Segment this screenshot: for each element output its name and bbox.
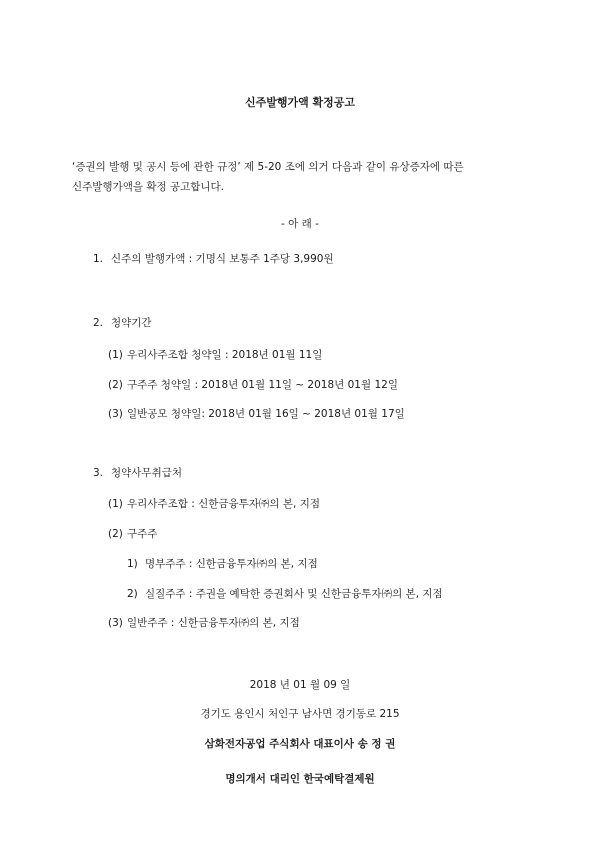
item-3-sub-2-2-number: 2)	[127, 588, 138, 600]
item-3-label: 청약사무취급처	[111, 467, 183, 479]
item-2-sub-2-label: 구주주 청약일 : 2018년 01월 11일 ~ 2018년 01월 12일	[127, 379, 398, 391]
item-3-sub-2-label: 구주주	[127, 528, 158, 540]
item-2-sub-3-label: 일반공모 청약일: 2018년 01월 16일 ~ 2018년 01월 17일	[127, 408, 405, 420]
item-1-number: 1.	[93, 253, 104, 265]
company-representative: 삼화전자공업 주식회사 대표이사 송 정 권	[204, 738, 396, 750]
announcement-date: 2018 년 01 월 09 일	[249, 679, 351, 691]
company-address: 경기도 용인시 처인구 남사면 경기동로 215	[200, 708, 400, 720]
intro-line-1: ‘증권의 발행 및 공시 등에 관한 규정’ 제 5-20 조에 의거 다음과 같이 유상증자에 따른	[72, 161, 464, 173]
item-3-sub-2-number: (2)	[108, 528, 123, 540]
item-2-sub-3-number: (3)	[108, 408, 123, 420]
item-1-label: 신주의 발행가액 : 기명식 보통주 1주당 3,990원	[111, 253, 334, 265]
item-2-sub-1-label: 우리사주조합 청약일 : 2018년 01월 11일	[127, 349, 323, 361]
item-2-sub-1-number: (1)	[108, 349, 123, 361]
item-2-label: 청약기간	[111, 317, 152, 329]
transfer-agent: 명의개서 대리인 한국예탁결제원	[225, 773, 375, 785]
item-2-number: 2.	[93, 317, 104, 329]
item-3-sub-2-2-label: 실질주주 : 주권을 예탁한 증권회사 및 신한금융투자㈜의 본, 지점	[145, 588, 443, 600]
separator-label: - 아 래 -	[281, 218, 319, 230]
document-title: 신주발행가액 확정공고	[244, 96, 356, 109]
item-3-sub-1-number: (1)	[108, 498, 123, 510]
item-3-number: 3.	[93, 467, 104, 479]
item-3-sub-1-label: 우리사주조합 : 신한금융투자㈜의 본, 지점	[127, 498, 321, 510]
item-3-sub-2-1-label: 명부주주 : 신한금융투자㈜의 본, 지점	[145, 558, 318, 570]
item-3-sub-3-number: (3)	[108, 617, 123, 629]
item-3-sub-2-1-number: 1)	[127, 558, 138, 570]
item-2-sub-2-number: (2)	[108, 379, 123, 391]
intro-line-2: 신주발행가액을 확정 공고합니다.	[72, 181, 225, 193]
item-3-sub-3-label: 일반주주 : 신한금융투자㈜의 본, 지점	[127, 617, 300, 629]
